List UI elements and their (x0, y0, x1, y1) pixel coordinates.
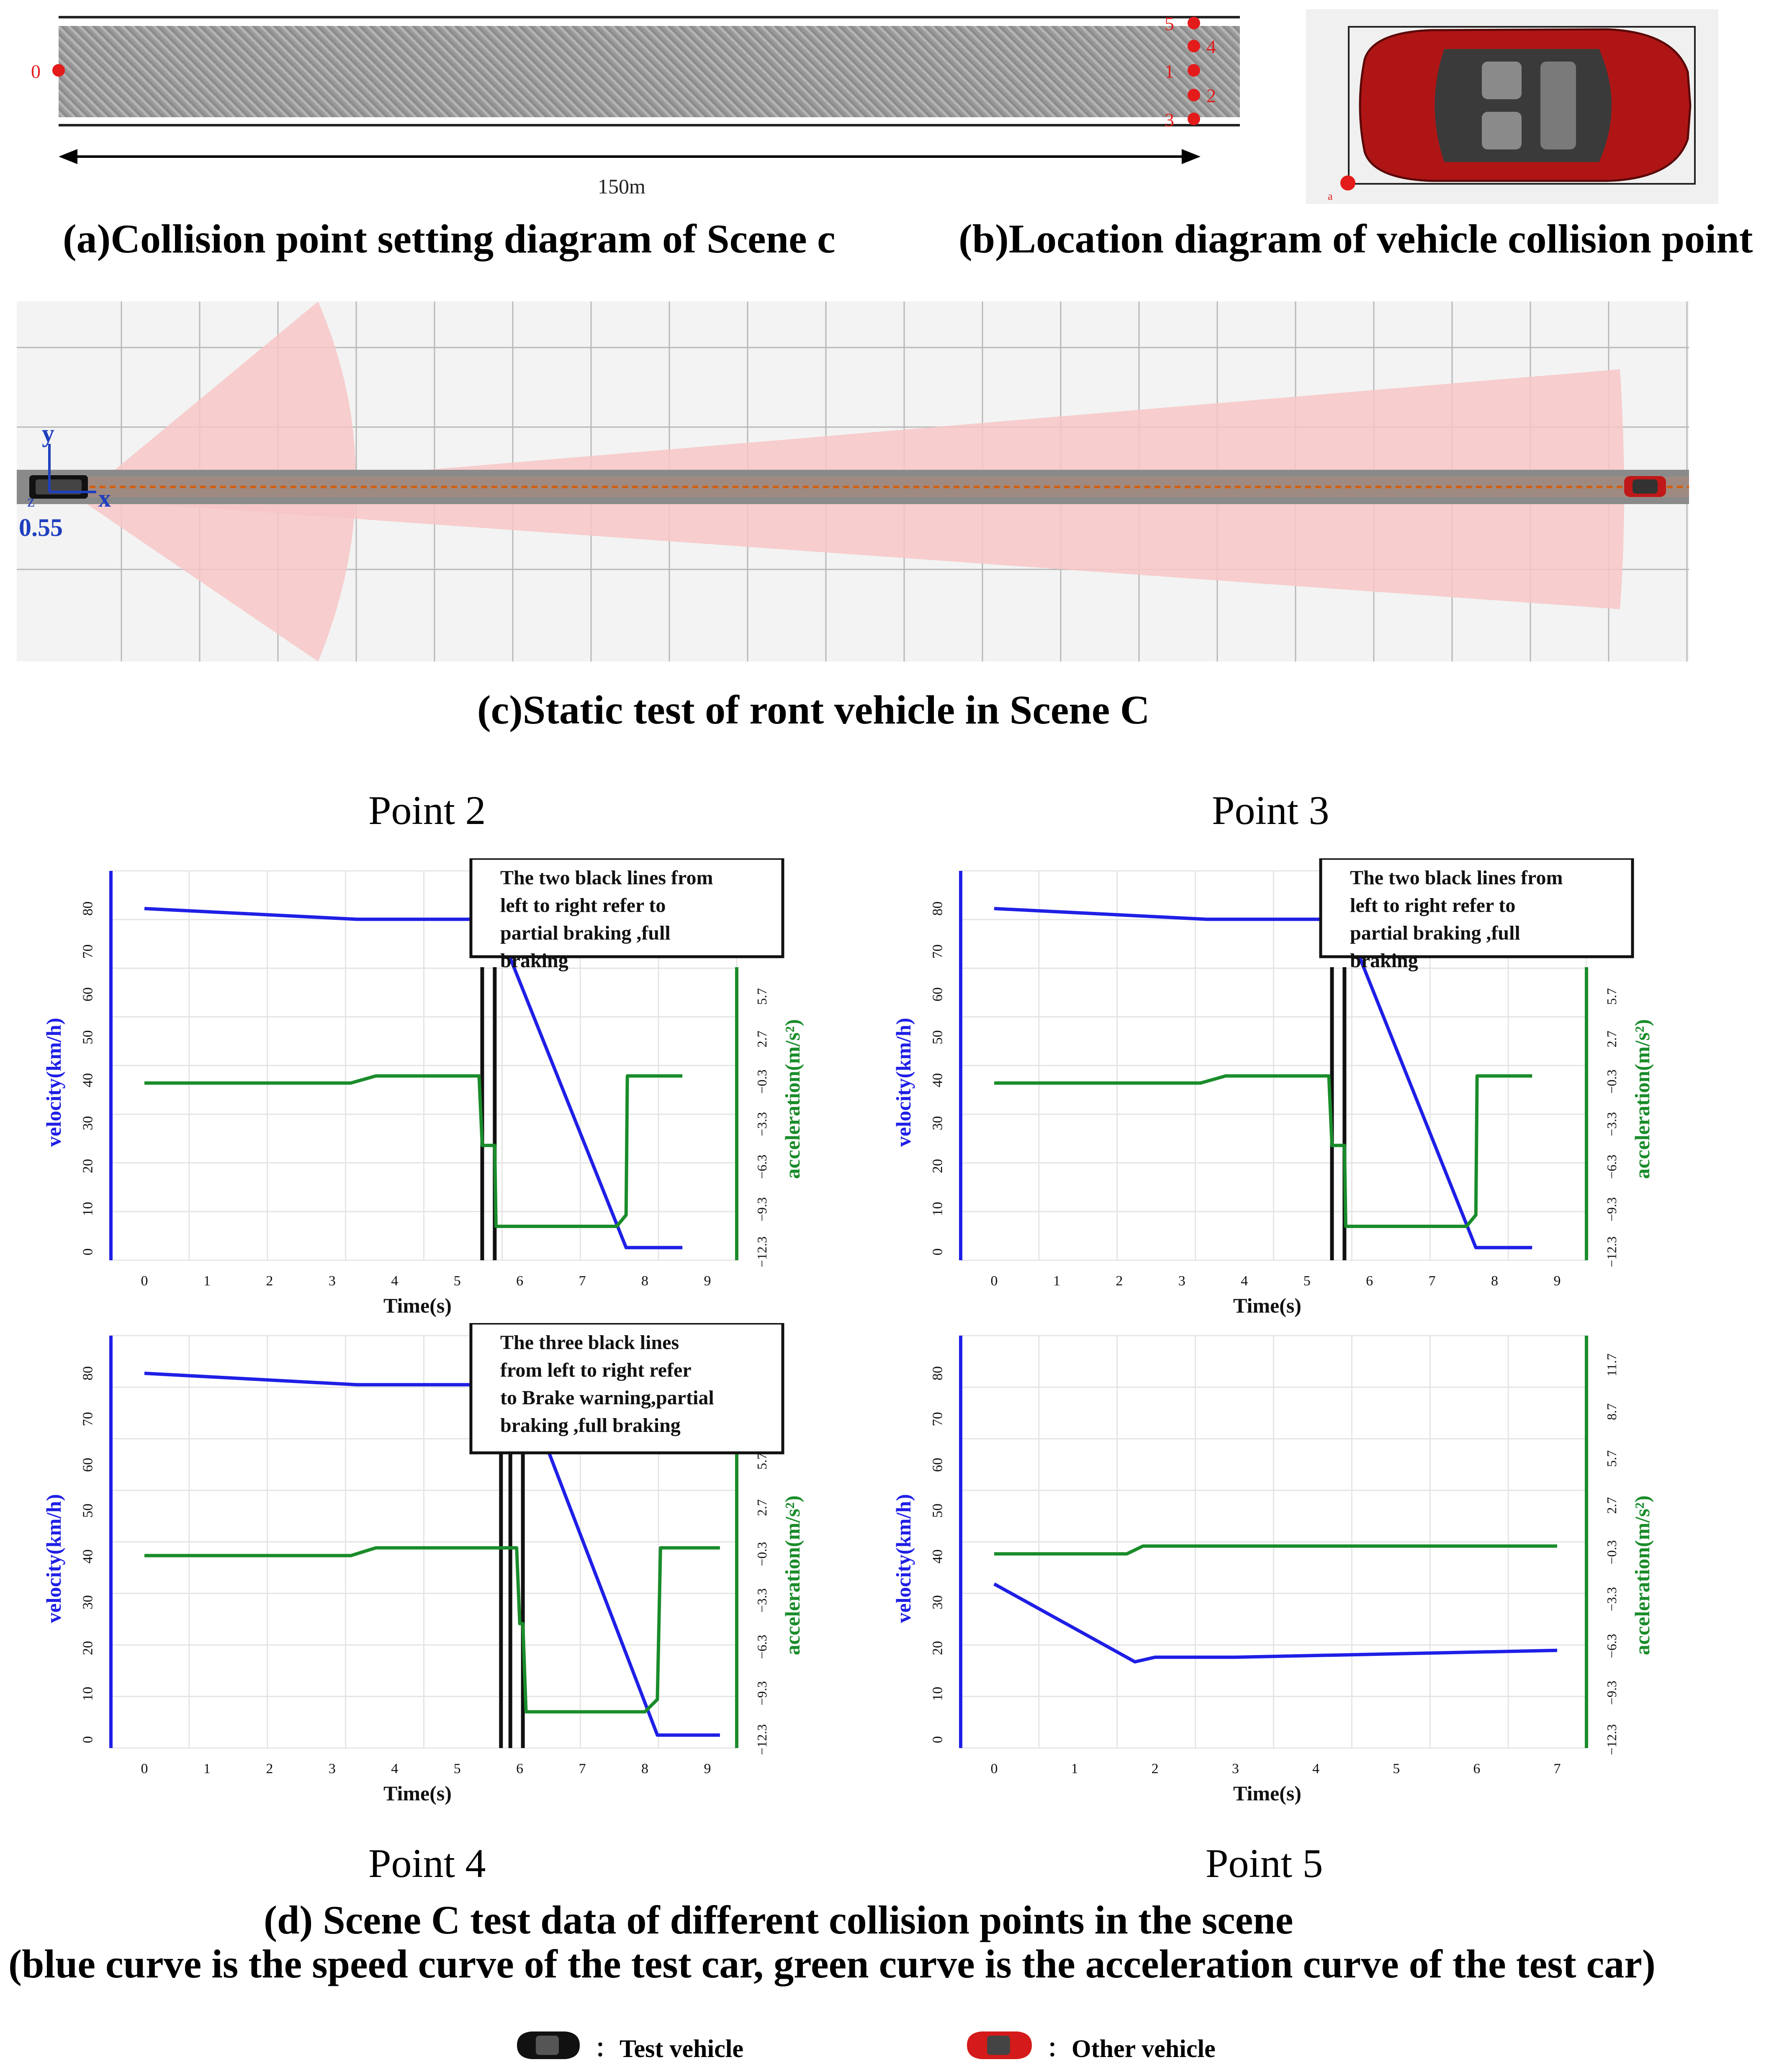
acceleration-tick-label: −0.3 (754, 1542, 769, 1566)
point-0-marker (52, 64, 65, 77)
car-rear-bench (1540, 62, 1576, 149)
velocity-tick-label: 40 (80, 1549, 96, 1564)
acceleration-axis-title: acceleration(m/s²) (1630, 1495, 1654, 1655)
acceleration-tick-label: −0.3 (1604, 1540, 1619, 1565)
acceleration-tick-label: −6.3 (1604, 1634, 1619, 1658)
time-tick-label: 3 (328, 1273, 336, 1289)
annotation-text: The three black lines from left to right refer to Brake warning,partial braking ,full braking (500, 1331, 714, 1437)
velocity-tick-label: 80 (80, 901, 96, 916)
velocity-tick-label: 0 (930, 1736, 946, 1743)
caption-d-line2: (blue curve is the speed curve of the test car, green curve is the acceleration curve of the test car) (8, 1941, 1656, 1986)
acceleration-tick-label: −0.3 (1604, 1069, 1619, 1094)
time-tick-label: 9 (1553, 1273, 1561, 1289)
acceleration-tick-label: 11.7 (1604, 1353, 1619, 1377)
time-tick-label: 6 (1366, 1273, 1373, 1289)
velocity-tick-label: 60 (80, 1457, 96, 1472)
time-tick-label: 3 (1178, 1273, 1185, 1289)
acceleration-tick-label: −6.3 (1604, 1154, 1619, 1179)
velocity-tick-label: 30 (80, 1116, 96, 1130)
collision-points-overlay (0, 0, 1256, 218)
car-windshield (1435, 49, 1612, 162)
axis-z-label: z (27, 492, 35, 510)
velocity-tick-label: 20 (930, 1641, 946, 1655)
time-tick-label: 1 (1053, 1273, 1060, 1289)
time-tick-label: 8 (641, 1761, 649, 1776)
velocity-tick-label: 0 (80, 1736, 96, 1743)
distance-label: 150m (598, 175, 645, 198)
annotation-text: The two black lines from left to right refer to partial braking ,full braking (500, 867, 713, 972)
legend-other-vehicle-label: ：Other vehicle (1046, 2035, 1216, 2062)
caption-c: (c)Static test of ront vehicle in Scene C (477, 687, 1150, 733)
acceleration-tick-label: −3.3 (754, 1588, 769, 1613)
acceleration-tick-label: 5.7 (1604, 1450, 1619, 1467)
time-tick-label: 5 (1393, 1761, 1400, 1776)
vehicle-top-view (1306, 9, 1718, 204)
acceleration-tick-label: −12.3 (754, 1724, 769, 1756)
acceleration-tick-label: 2.7 (754, 1030, 769, 1048)
point-5-label: 5 (1165, 13, 1174, 34)
chart-title-point-4: Point 4 (368, 1841, 486, 1886)
time-tick-label: 0 (990, 1761, 998, 1776)
time-tick-label: 6 (1473, 1761, 1481, 1776)
distance-arrow-right-head (1182, 149, 1201, 164)
time-tick-label: 2 (266, 1273, 273, 1289)
time-tick-label: 5 (453, 1273, 461, 1289)
time-tick-label: 5 (453, 1761, 461, 1776)
velocity-tick-label: 70 (80, 1412, 96, 1426)
velocity-axis-title: velocity(km/h) (42, 1494, 65, 1623)
acceleration-tick-label: 8.7 (1604, 1403, 1619, 1420)
caption-d-line1: (d) Scene C test data of different collision points in the scene (264, 1898, 1293, 1942)
chart-title-point-3: Point 3 (1212, 788, 1329, 833)
car-seat-front-right (1482, 112, 1522, 149)
legend-test-vehicle-label: ：Test vehicle (594, 2035, 744, 2062)
acceleration-tick-label: 2.7 (1604, 1030, 1619, 1048)
time-tick-label: 0 (141, 1761, 148, 1776)
acceleration-tick-label: 2.7 (1604, 1497, 1619, 1514)
velocity-axis-title: velocity(km/h) (892, 1017, 915, 1147)
time-tick-label: 3 (1232, 1761, 1239, 1776)
acceleration-tick-label: 5.7 (1604, 988, 1619, 1005)
velocity-tick-label: 40 (930, 1073, 946, 1087)
velocity-tick-label: 80 (930, 1366, 946, 1380)
point-0-label: 0 (31, 61, 41, 82)
point-2-marker (1188, 89, 1200, 101)
acceleration-tick-label: −6.3 (754, 1154, 769, 1179)
point-1-label: 1 (1165, 61, 1174, 82)
velocity-tick-label: 40 (80, 1073, 96, 1087)
legend-test-vehicle-icon (513, 2026, 584, 2064)
velocity-axis-title: velocity(km/h) (892, 1494, 915, 1623)
velocity-tick-label: 10 (930, 1686, 946, 1701)
velocity-tick-label: 50 (80, 1504, 96, 1518)
point-3-label: 3 (1165, 109, 1174, 131)
annotation-text: The two black lines from left to right refer to partial braking ,full braking (1350, 867, 1563, 972)
time-tick-label: 4 (391, 1273, 399, 1289)
acceleration-axis-title: acceleration(m/s²) (781, 1495, 804, 1655)
time-tick-label: 3 (328, 1761, 336, 1776)
acceleration-axis-title: acceleration(m/s²) (1630, 1019, 1654, 1179)
time-axis-title: Time(s) (1233, 1294, 1301, 1317)
chart-title-point-2: Point 2 (368, 788, 486, 833)
velocity-tick-label: 60 (930, 1457, 946, 1472)
chart-title-point-5: Point 5 (1206, 1841, 1323, 1886)
acceleration-axis-title: acceleration(m/s²) (781, 1019, 804, 1179)
time-tick-label: 1 (1071, 1761, 1078, 1776)
time-tick-label: 8 (1491, 1273, 1499, 1289)
acceleration-tick-label: −3.3 (1604, 1112, 1619, 1137)
time-axis-title: Time(s) (383, 1294, 452, 1317)
acceleration-tick-label: 5.7 (754, 1453, 769, 1470)
time-tick-label: 7 (1553, 1761, 1561, 1776)
axis-x-label: x (98, 484, 111, 512)
velocity-tick-label: 30 (80, 1595, 96, 1609)
time-tick-label: 5 (1303, 1273, 1311, 1289)
caption-a: (a)Collision point setting diagram of Scene c (63, 216, 836, 262)
static-test-scene (17, 301, 1689, 662)
time-tick-label: 1 (203, 1761, 211, 1776)
time-tick-label: 7 (578, 1761, 586, 1776)
chart-point-3 (892, 858, 1708, 1329)
velocity-tick-label: 80 (80, 1366, 96, 1380)
acceleration-tick-label: −9.3 (754, 1681, 769, 1706)
time-tick-label: 0 (141, 1273, 148, 1289)
point-1-marker (1188, 64, 1200, 77)
time-tick-label: 0 (990, 1273, 998, 1289)
point-5-marker (1188, 17, 1200, 29)
time-tick-label: 6 (516, 1761, 524, 1776)
acceleration-tick-label: −6.3 (754, 1635, 769, 1659)
point-a-label: a (1328, 190, 1333, 202)
acceleration-tick-label: −12.3 (754, 1236, 769, 1268)
time-tick-label: 9 (704, 1273, 711, 1289)
velocity-axis-title: velocity(km/h) (42, 1017, 65, 1147)
velocity-tick-label: 30 (930, 1595, 946, 1609)
readout-value: 0.55 (19, 514, 63, 541)
velocity-tick-label: 30 (930, 1116, 946, 1130)
time-tick-label: 4 (391, 1761, 399, 1776)
chart-point-5 (892, 1323, 1708, 1817)
acceleration-tick-label: −9.3 (754, 1197, 769, 1222)
velocity-tick-label: 50 (930, 1030, 946, 1045)
time-tick-label: 6 (516, 1273, 524, 1289)
distance-arrow-left-head (59, 149, 77, 164)
time-tick-label: 4 (1312, 1761, 1320, 1776)
velocity-tick-label: 70 (930, 944, 946, 959)
time-tick-label: 9 (704, 1761, 711, 1776)
point-2-label: 2 (1206, 85, 1216, 106)
axis-y-label: y (42, 420, 54, 447)
velocity-tick-label: 70 (80, 944, 96, 959)
velocity-tick-label: 10 (80, 1686, 96, 1701)
velocity-tick-label: 60 (930, 987, 946, 1002)
velocity-tick-label: 0 (80, 1248, 96, 1256)
velocity-tick-label: 60 (80, 987, 96, 1002)
acceleration-tick-label: −12.3 (1604, 1236, 1619, 1268)
acceleration-tick-label: −12.3 (1604, 1724, 1619, 1756)
time-tick-label: 4 (1241, 1273, 1248, 1289)
legend-other-vehicle-icon (963, 2026, 1036, 2064)
velocity-tick-label: 50 (930, 1504, 946, 1518)
velocity-tick-label: 50 (80, 1030, 96, 1045)
acceleration-tick-label: −9.3 (1604, 1681, 1619, 1705)
point-4-label: 4 (1206, 36, 1216, 57)
car-seat-front-left (1482, 62, 1522, 99)
velocity-tick-label: 0 (930, 1248, 946, 1256)
time-tick-label: 8 (641, 1273, 649, 1289)
time-tick-label: 7 (1428, 1273, 1436, 1289)
chart-point-2 (42, 858, 858, 1329)
point-a-marker (1340, 175, 1355, 191)
acceleration-tick-label: −3.3 (1604, 1587, 1619, 1612)
time-axis-title: Time(s) (1233, 1782, 1301, 1805)
acceleration-tick-label: 5.7 (754, 988, 769, 1005)
velocity-tick-label: 70 (930, 1412, 946, 1426)
velocity-tick-label: 10 (930, 1202, 946, 1216)
acceleration-tick-label: −3.3 (754, 1112, 769, 1137)
velocity-tick-label: 20 (930, 1159, 946, 1173)
velocity-tick-label: 10 (80, 1202, 96, 1216)
time-axis-title: Time(s) (383, 1782, 452, 1805)
velocity-tick-label: 80 (930, 901, 946, 916)
time-tick-label: 2 (1116, 1273, 1123, 1289)
velocity-tick-label: 40 (930, 1549, 946, 1564)
chart-point-4 (42, 1323, 858, 1817)
time-tick-label: 2 (1151, 1761, 1159, 1776)
velocity-tick-label: 20 (80, 1641, 96, 1655)
acceleration-tick-label: −0.3 (754, 1069, 769, 1094)
caption-b: (b)Location diagram of vehicle collision point (959, 216, 1753, 262)
time-tick-label: 7 (578, 1273, 586, 1289)
time-tick-label: 1 (203, 1273, 211, 1289)
point-3-marker (1188, 113, 1200, 125)
point-4-marker (1188, 40, 1200, 52)
acceleration-tick-label: −9.3 (1604, 1197, 1619, 1222)
time-tick-label: 2 (266, 1761, 273, 1776)
acceleration-tick-label: 2.7 (754, 1499, 769, 1516)
velocity-tick-label: 20 (80, 1159, 96, 1173)
